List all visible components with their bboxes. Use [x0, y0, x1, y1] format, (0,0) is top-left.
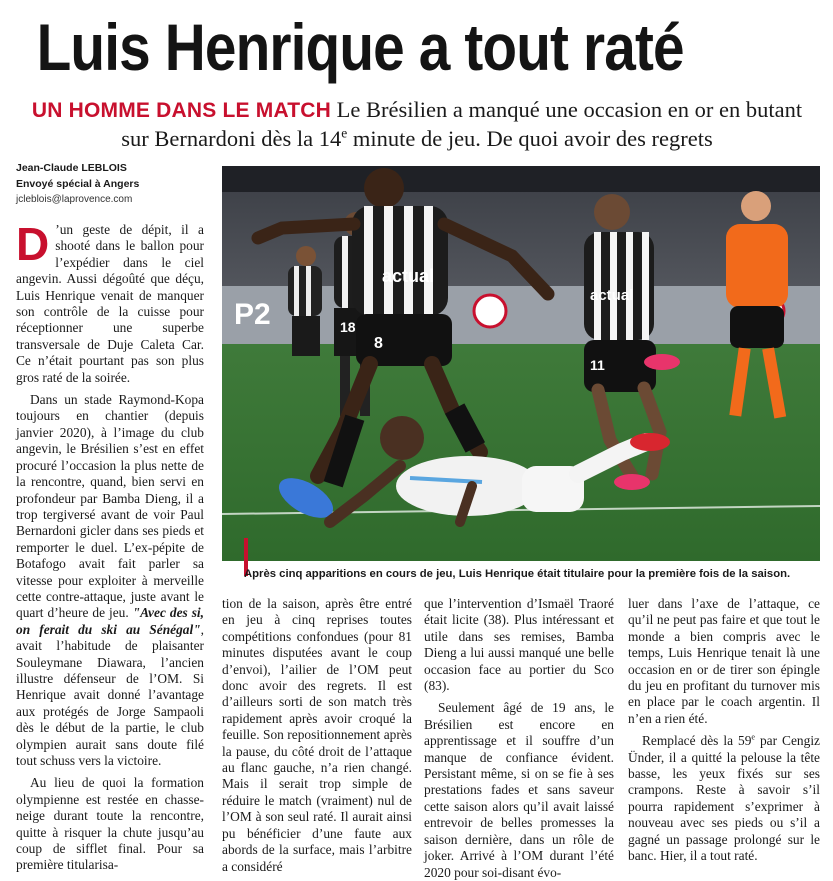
pitch [222, 344, 820, 561]
byline [16, 160, 216, 208]
paragraph-text: , avait l’habitude de plaisanter Souleymane Diawara, l’ancien illustre défenseur de l’OM. Si Henrique avait donné l’avantage aux protégés de Jorge Sampaoli dès le début de la partie, le club olympien aurait sans doute filé tout schuss vers la victoire. [16, 621, 204, 768]
paragraph-text: ’un geste de dépit, il a shooté dans le ballon pour l’expédier dans le ciel angevin. Aussi dégoûté que déçu, Luis Henrique venait de manquer son contrôle de la cuisse pour réceptionner une superbe transversale de Duje Caleta Car. Ce n’était pourtant pas son plus gros raté de la soirée. [16, 222, 204, 385]
byline-name: Jean-Claude LEBLOIS [16, 162, 127, 174]
board-text: P2 [234, 298, 271, 331]
article-column-2 [222, 596, 412, 875]
deck-superscript: e [341, 125, 348, 141]
pull-quote: "Avec des si, on ferait du ski au Sénégal" [16, 605, 204, 637]
paragraph: Au lieu de quoi la formation olympienne est restée en chasse-neige durant toute la rencontre, quitte à risquer la chute jusqu’au coup de sifflet final. Pour sa première titularisa- [16, 775, 204, 873]
photo-caption: Après cinq apparitions en cours de jeu, Luis Henrique était titulaire pour la première fois de la saison. [244, 568, 791, 580]
kicker: UN HOMME DANS LE MATCH [31, 99, 332, 122]
paragraph [16, 392, 204, 769]
drop-cap: D [16, 218, 50, 270]
paragraph: tion de la saison, après être entré en jeu à cinq reprises toutes compétitions confondues (pour 81 minutes disputées avant le coup d’envoi), l’ailier de l’OM peut donc avoir des regrets. Il est d’ailleurs sorti de son match très rapidement après avoir croqué la feuille. Son repositionnement après la pause, du côté droit de l’attaque au flanc gauche, n’a rien changé. Mais il serait trop simple de réduire le match (vraiment) nul de l’OM à son seul raté. Il aurait ainsi pu bénéficier d’une faute aux abords de la surface, mais l’arbitre a considéré [222, 596, 412, 874]
paragraph-text: Remplacé dès la 59 [642, 733, 752, 749]
svg-text:18: 18 [340, 319, 356, 335]
article-column-1 [16, 218, 204, 874]
paragraph-text: Dans un stade Raymond-Kopa toujours en chantier (depuis janvier 2020), à l’image du club angevin, le Brésilien s’est en effet procuré l’occasion la plus nette de la rencontre, quand, bien servi en profondeur par Bamba Dieng, il a trop tergiversé avant de voir Paul Bernardoni gicler dans ses pieds et remporter le duel. L’ex-pépite de Botafogo avait fait parler sa vitesse pour exploiter à merveille cette contre-attaque, juste avant le quart d’heure de jeu. [16, 392, 204, 621]
superscript: e [751, 732, 755, 742]
paragraph [628, 733, 820, 864]
paragraph [16, 218, 204, 386]
deck-text: Le Brésilien a manqué une occasion en or en butant sur Bernardoni dès la 14 [121, 97, 803, 151]
match-photo [222, 166, 820, 561]
paragraph: Seulement âgé de 19 ans, le Brésilien est encore en apprentissage et il souffre d’un manque de confiance évident. Persistant même, si on se fie à ses prestations fades et sans saveur cette saison alors qu’il avait laissé entrevoir de belles promesses la saison dernière, dans un rôle de joker. Arrivé à l’OM durant l’été 2020 pour soi-disant évo- [424, 700, 614, 880]
deck-text-end: minute de jeu. De quoi avoir des regrets [347, 126, 713, 151]
deck [22, 96, 812, 153]
svg-text:actual: actual [590, 287, 634, 304]
paragraph: luer dans l’axe de l’attaque, ce qu’il ne peut pas faire et que tout le monde a bien compris avec le temps, Luis Henrique tenait là une occasion en or de tirer son épingle du jeu en profitant du turnover mis en place par le coach argentin. Il n’en a rien été. [628, 596, 820, 726]
svg-text:11: 11 [590, 357, 605, 373]
svg-text:8: 8 [374, 335, 383, 352]
article-column-3 [424, 596, 614, 881]
headline: Luis Henrique a tout raté [36, 10, 684, 84]
byline-role: Envoyé spécial à Angers [16, 178, 140, 190]
paragraph-text: par Cengiz Ünder, il a quitté la pelouse la tête basse, les yeux fixés sur ses crampons. Reste à savoir s’il pourra rapidement s’exprimer à nouveau avec ses pieds ou s’il a gagné un passage prolongé sur le banc. Hier, il a tout raté. [628, 733, 820, 864]
article-column-4 [628, 596, 820, 865]
byline-email[interactable]: jcleblois@laprovence.com [16, 194, 133, 205]
paragraph: que l’intervention d’Ismaël Traoré était licite (38). Plus intéressant et utile dans ses remises, Bamba Dieng a lui aussi manqué une belle occasion face au portier du Sco (83). [424, 596, 614, 694]
svg-text:actual: actual [382, 266, 435, 286]
